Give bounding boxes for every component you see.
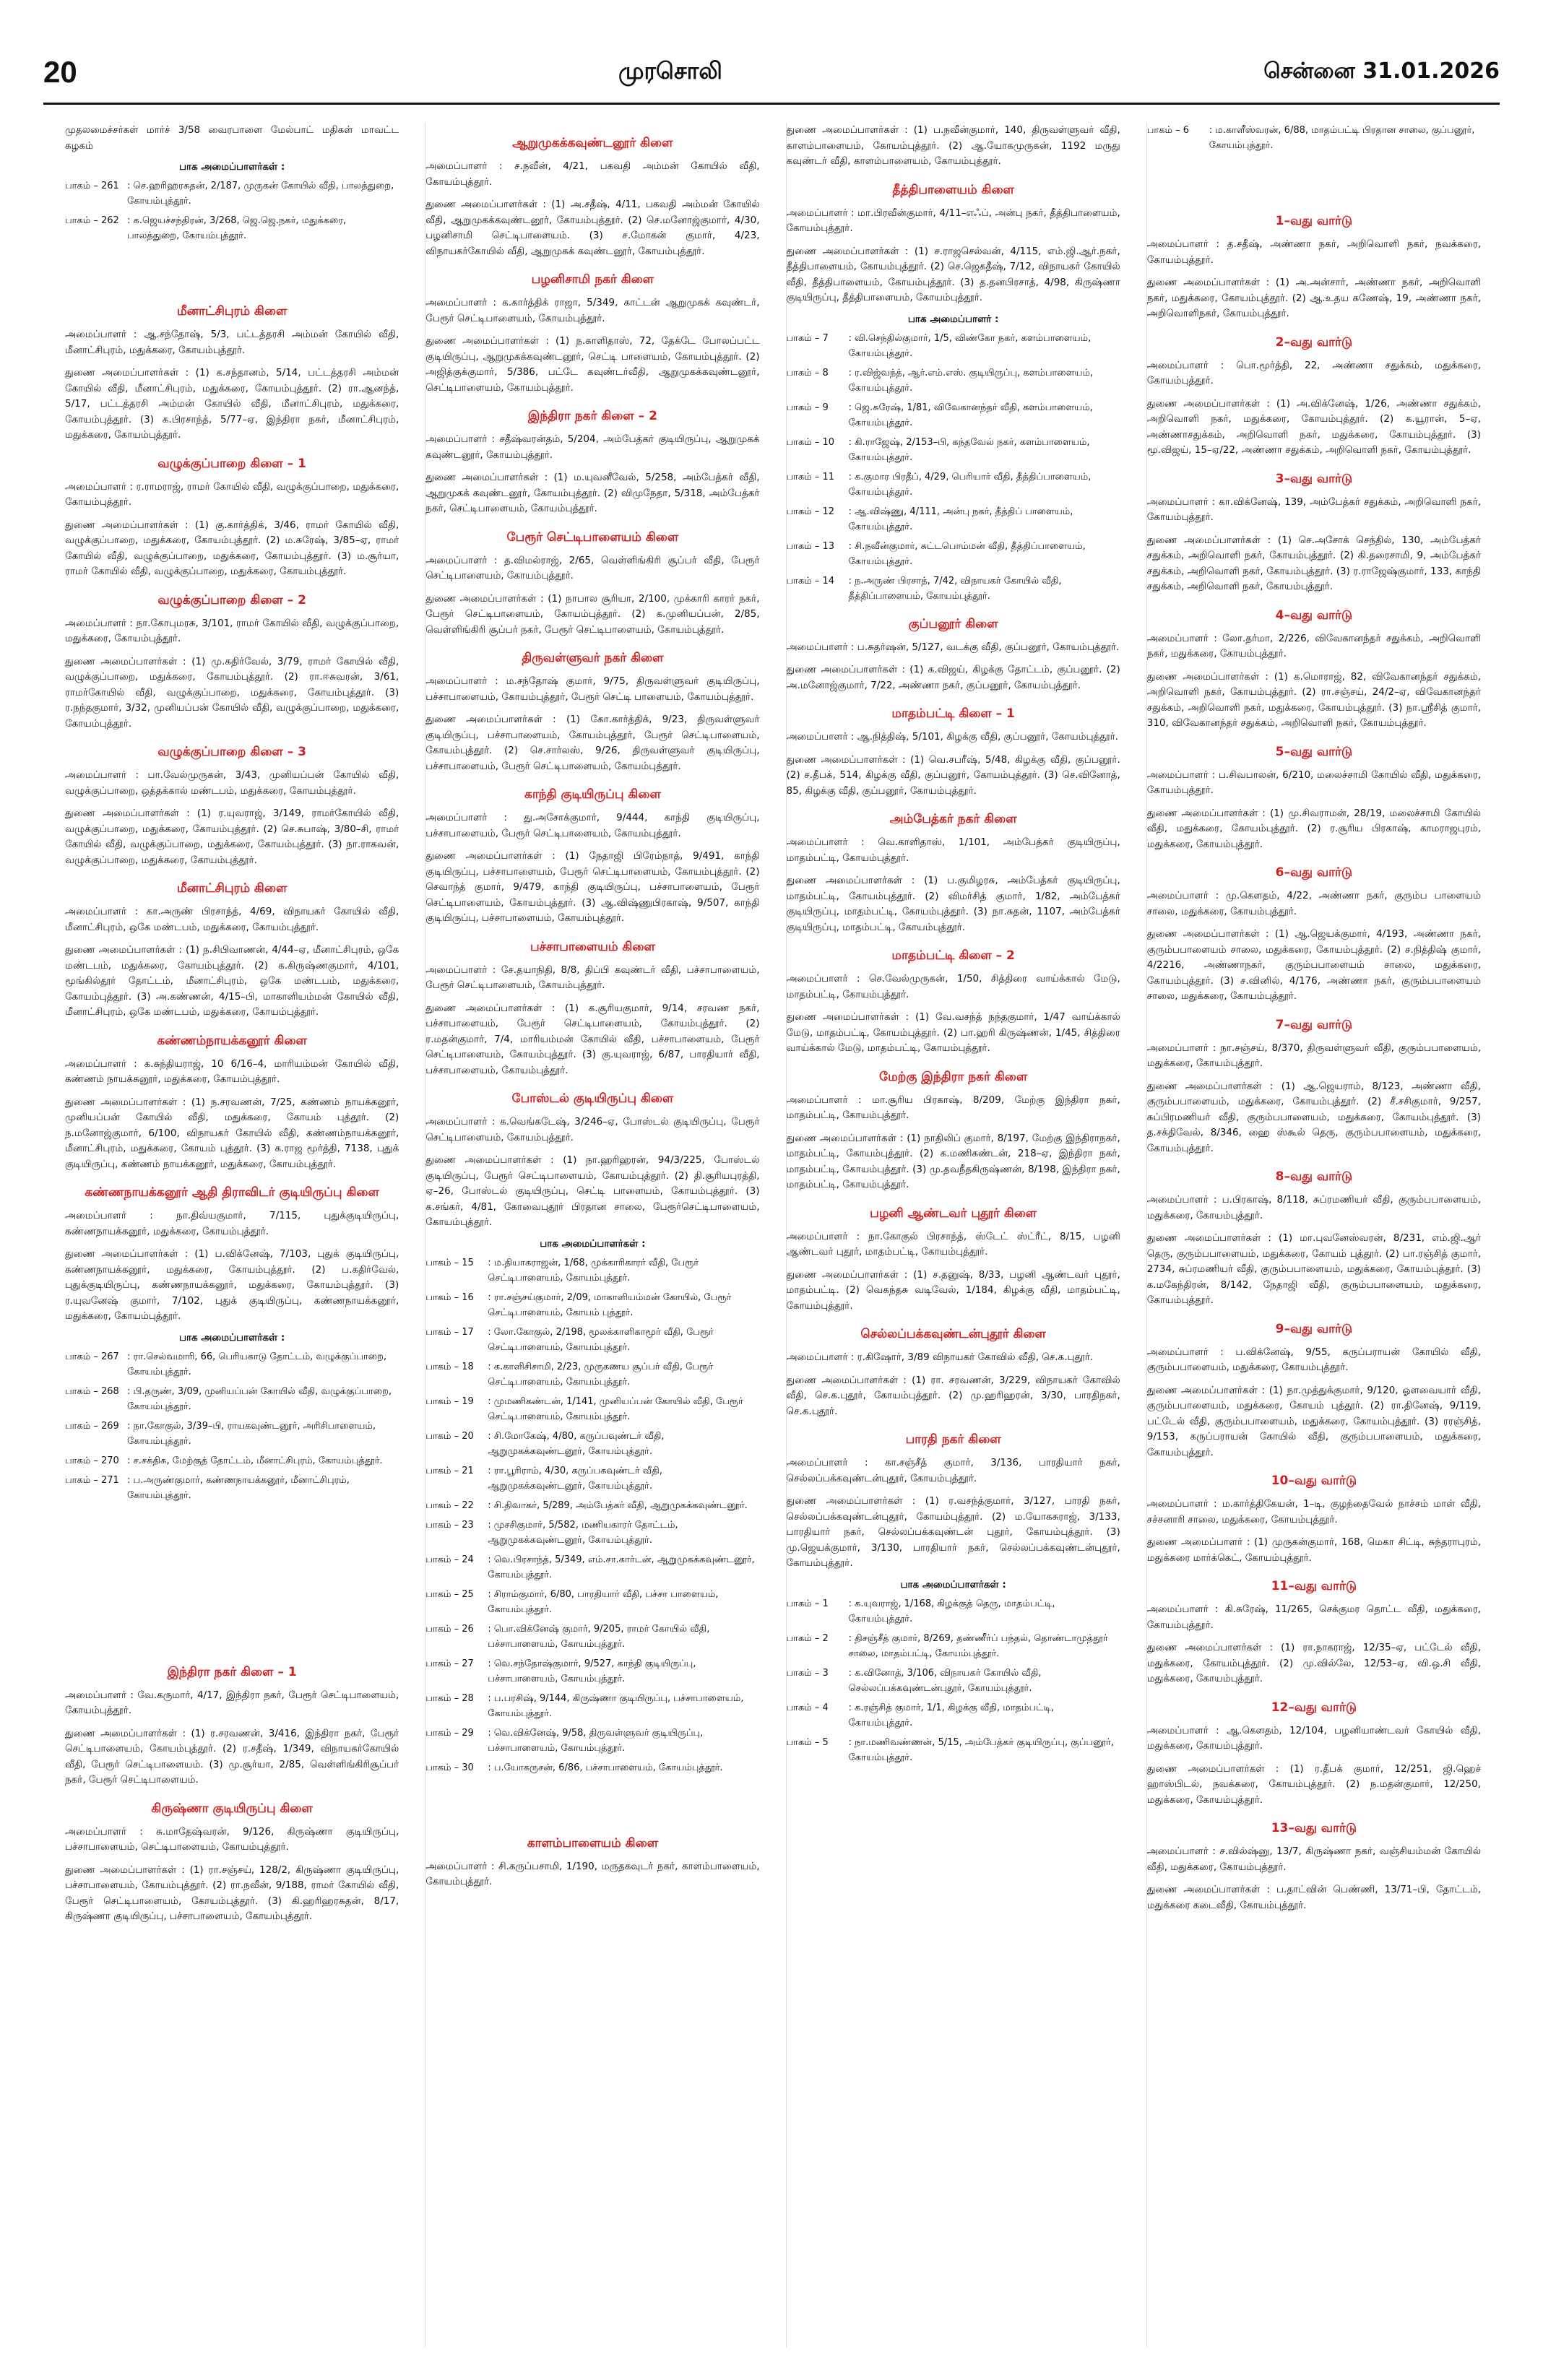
booth-number: பாகம் – 2: [786, 1632, 829, 1644]
booth-number: பாகம் – 25: [425, 1588, 474, 1600]
booth-row: [65, 1453, 399, 1468]
newspaper-name: முரசொலி: [618, 57, 722, 85]
spacer: [65, 248, 399, 291]
booth-row: [425, 1552, 759, 1583]
booth-number: பாகம் – 30: [425, 1762, 474, 1773]
booth-row: [425, 1429, 759, 1459]
section-heading: காந்தி குடியிருப்பு கிளை: [524, 787, 661, 802]
booth-detail: : வெ.சந்தோஷ்குமார், 9/527, காந்தி குடியிருப்பு, பச்சாபாளையம், கோயம்புத்தூர்.: [488, 1658, 696, 1684]
booth-detail: : க.காளிசிசாமி, 2/23, முருகணய சூப்பர் வீதி, பேரூர் செட்டிபாளையம், கோயம்புத்தூர்.: [488, 1361, 713, 1388]
section-heading: பழனிசாமி நகர் கிளை: [531, 272, 654, 287]
ward-heading: 10–வது வார்டு: [1271, 1474, 1357, 1488]
booth-number: பாகம் – 262: [65, 215, 119, 226]
booth-detail: : ஜெ.சுரேஷ், 1/81, விவேகானந்தர் வீதி, களம்பாளையம், கோயம்புத்தூர்.: [848, 402, 1093, 428]
booth-detail: : முசசிகுமார், 5/582, மணியகாரர் தோட்டம், ஆறுமுகக்கவுண்டனூர், கோயம்புத்தூர்.: [488, 1519, 678, 1546]
paragraph: துணை அமைப்பாளர்கள் : (1) ப.குமிழரசு, அம்பேத்கர் குடியிருப்பு, மாதம்பட்டி, கோயம்புத்தூர். (2) விமர்சித் குமார், 1/82, அம்பேத்கர் குடியிருப்பு, மாதம்பட்டி, கோயம்புத்தூர். (3) நா.சுதன், 1107, அம்பேத்கர் குடியிருப்பு, மாதம்பட்டி, கோயம்புத்தூர்.: [786, 875, 1120, 933]
paragraph: துணை அமைப்பாளர்கள் : (1) நாதிலிப் குமார், 8/197, மேற்கு இந்திராநகர், மாதம்பட்டி, கோயம்புத்தூர். (2) க.மணிகண்டன், 218–ஏ, இந்திரா நகர், மாதம்பட்டி, கோயம்புத்தூர். (3) மு.தவநீதகிருஷ்ணன், 8/198, இந்திரா நகர், மாதம்பட்டி, கோயம்புத்தூர்.: [786, 1132, 1120, 1190]
paragraph: அமைப்பாளர் : நா.கோகுல் பிரசாந்த், ஸ்டேட் ஸ்ட்ரீட், 8/15, பழனி ஆண்டவர் புதூர், மாதம்பட்டி, கோயம்புத்தூர்.: [786, 1230, 1120, 1258]
ward-heading: 5–வது வார்டு: [1275, 744, 1353, 759]
paragraph: அமைப்பாளர் : மா.சூரிய பிரகாஷ், 8/209, மேற்கு இந்திரா நகர், மாதம்பட்டி, கோயம்புத்தூர்.: [786, 1094, 1120, 1121]
paragraph: துணை அமைப்பாளர்கள் : (1) ந.காளிதாஸ், 72, தேக்டே போலப்பட்ட குடியிருப்பு, ஆறுமுகக்கவுண்டனூர், செட்டி பாளையம், கோயம்புத்தூர். (2) அஜித்குக்குமார், 5/386, பட்டே கவுண்டர்வீதி, ஆறுமுகக்கவுண்டனூர், செட்டிபாளையம், கோயம்புத்தூர்.: [425, 335, 760, 394]
section-heading: பச்சாபாளையம் கிளை: [530, 939, 655, 954]
booth-number: பாகம் – 23: [425, 1519, 474, 1531]
booth-detail: : ப.பரசிஷ், 9/144, கிருஷ்ணா குடியிருப்பு, பச்சாபாளையம், கோயம்புத்தூர்.: [488, 1692, 744, 1719]
booth-detail: : லோ.கோகுல், 2/198, மூலக்காளிகாமூர் வீதி, பேரூர் செட்டிபாளையம், கோயம்புத்தூர்.: [488, 1326, 714, 1353]
paragraph: அமைப்பாளர் : ஆ.சந்தோஷ், 5/3, பட்டத்தரசி அம்மன் கோயில் வீதி, மீனாட்சிபுரம், மதுக்கரை, கோயம்புத்தூர்.: [65, 329, 399, 356]
paragraph: துணை அமைப்பாளர்கள் : (1) ப.நவீன்குமார், 140, திருவள்ளுவர் வீதி, காளம்பாளையம், கோயம்புத்தூர். (2) ஆ.யோகமுருகன், 1192 மருது கவுண்டர் வீதி, காளம்பாளையம், கோயம்புத்தூர்.: [786, 124, 1120, 167]
section-heading: வழுக்குப்பாறை கிளை – 1: [157, 456, 306, 471]
booth-row: [65, 1349, 399, 1380]
booth-number: பாகம் – 10: [786, 436, 835, 448]
section-heading: மாதம்பட்டி கிளை – 1: [891, 706, 1015, 721]
section-heading: திருவள்ளுவர் நகர் கிளை: [522, 651, 664, 665]
booth-number: பாகம் – 29: [425, 1727, 474, 1739]
booth-number: பாகம் – 3: [786, 1667, 829, 1679]
section-heading: கண்ணநாயக்கனூர் ஆதி திராவிடர் குடியிருப்பு கிளை: [85, 1185, 379, 1200]
paragraph: அமைப்பாளர் : சதீஷ்வரன்தம், 5/204, அம்பேத்கர் குடியிருப்பு, ஆறுமுகக் கவுண்டனூர், கோயம்புத்தூர்.: [425, 433, 760, 461]
booth-detail: : பொ.விக்னேஷ் குமார், 9/205, ராமர் கோயில் வீதி, பச்சாபாளையம், கோயம்புத்தூர்.: [488, 1623, 710, 1650]
section-heading: கண்ணம்நாயக்கனூர் கிளை: [157, 1033, 307, 1048]
paragraph: அமைப்பாளர் : செ.வேல்முருகன், 1/50, சித்திரை வாய்க்கால் மேடு, மாதம்பட்டி, கோயம்புத்தூர்.: [786, 973, 1120, 1000]
booth-row: [1147, 123, 1481, 153]
booth-number: பாகம் – 17: [425, 1326, 474, 1338]
booth-row: [425, 1691, 759, 1721]
paragraph: துணை அமைப்பாளர்கள் : (1) மு.சிவராமன், 28/19, மலைச்சாமி கோயில் வீதி, மதுக்கரை, கோயம்புத்தூர். (2) ர.சூரிய பிரகாஷ், காமராஜபுரம், மதுக்கரை, கோயம்புத்தூர்.: [1146, 807, 1481, 850]
booth-detail: : வி.செந்தில்குமார், 1/5, விண்கோ நகர், களம்பாளையம், கோயம்புத்தூர்.: [848, 332, 1092, 359]
booth-detail: : ர.விஜ்வந்த், ஆர்.எம்.எஸ். குடியிருப்பு, களம்பாளையம், கோயம்புத்தூர்.: [848, 367, 1094, 394]
paragraph: அமைப்பாளர் : ச.வில்ஷ்னு, 13/7, கிருஷ்ணா நகர், வஞ்சியம்மன் கோயில் வீதி, மதுக்கரை, கோயம்புத்தூர்.: [1146, 1845, 1481, 1873]
booth-row: [787, 365, 1120, 396]
paragraph: அமைப்பாளர் : கி.சுரேஷ், 11/265, செக்குமர தொட்ட வீதி, மதுக்கரை, கோயம்புத்தூர்.: [1146, 1604, 1481, 1631]
booth-row: [65, 213, 399, 243]
section-heading: இந்திரா நகர் கிளை – 1: [167, 1664, 297, 1679]
paragraph: துணை அமைப்பாளர்கள் : (1) செ.அசோக் செந்தில், 130, அம்பேத்கர் சதுக்கம், அறிவொளி நகர், கோயம்புத்தூர். (2) கி.தரைசாமி, 9, அம்பேத்கர் சதுக்கம், அறிவொளி நகர், கோயம்புத்தூர். (3) ர.ராஜேஷ்குமார், 133, காந்தி சதுக்கம், அறிவொளி நகர், கோயம்புத்தூர்.: [1146, 534, 1481, 592]
booth-number: பாகம் – 26: [425, 1623, 474, 1635]
booth-row: [65, 1419, 399, 1449]
paragraph: அமைப்பாளர் : ம.சந்தோஷ் குமார், 9/75, திருவள்ளுவர் குடியிருப்பு, பச்சாபாளையம், கோயம்புத்தூர், பேரூர் செட்டி பாளையம், கோயம்புத்தூர்.: [425, 675, 760, 703]
ward-heading: 11–வது வார்டு: [1271, 1579, 1357, 1593]
paragraph: துணை அமைப்பாளர்கள் : (1) கோ.கார்த்திக், 9/23, திருவள்ளுவர் குடியிருப்பு, பச்சாபாளையம், கோயம்புத்தூர், பேரூர் செட்டிபாளையம், கோயம்புத்தூர். (2) செ.சார்லஸ், 9/26, திருவள்ளுவர் குடியிருப்பு, பச்சாபாளையம், பேரூர் செட்டிபாளையம், கோயம்புத்தூர்.: [425, 714, 760, 772]
paragraph: அமைப்பாளர் : கா.சஞ்சீத் குமார், 3/136, பாரதியார் நகர், செல்லப்பக்கவுண்டன்புதூர், கோயம்புத்தூர்.: [786, 1457, 1120, 1484]
booth-row: [425, 1359, 759, 1390]
section-heading: வழுக்குப்பாறை கிளை – 2: [157, 592, 306, 607]
booth-number: பாகம் – 14: [786, 575, 835, 587]
booth-detail: : சி.திவாகர், 5/289, அம்பேத்கர் வீதி, ஆறுமுகக்கவுண்டனூர்.: [488, 1500, 748, 1511]
masthead-rule: [43, 103, 1500, 105]
paragraph: அமைப்பாளர் : கா.அருண் பிரசாந்த், 4/69, விநாயகர் கோயில் வீதி, மீனாட்சிபுரம், ஒகே மண்டபம், மதுக்கரை, கோயம்புத்தூர்.: [65, 906, 399, 933]
ward-heading: 6–வது வார்டு: [1275, 865, 1353, 880]
booth-number: பாகம் – 20: [425, 1430, 474, 1442]
paragraph: துணை அமைப்பாளர்கள் : (1) ரா.நாகராஜ், 12/35–ஏ, பட்டேல் வீதி, மதுக்கரை, கோயம்புத்தூர். (2) மு.வில்லே, 12/53–ஏ, வி.ஒ.சி வீதி, மதுக்கரை, கோயம்புத்தூர்.: [1146, 1642, 1481, 1684]
paragraph: துணை அமைப்பாளர்கள் : (1) ர.தீபக் குமார், 12/251, ஜி.ஹெச் ஹாஸ்பிடல், நவக்கரை, கோயம்புத்தூர். (2) ந.மதன்குமார், 12/250, மதுக்கரை, கோயம்புத்தூர்.: [1146, 1762, 1481, 1806]
booth-detail: : ரா.சஞ்சய்குமார், 2/09, மாகாளியம்மன் கோயில், பேரூர் செட்டிபாளையம், கோயம் புத்தூர்.: [488, 1291, 732, 1318]
booth-row: [65, 1384, 399, 1414]
paragraph: துணை அமைப்பாளர்கள் : (1) நா.முத்துக்குமார், 9/120, ஓளவையார் வீதி, குரும்பபாளையம், மதுக்கரை, கோயம் புத்தூர். (2) ரா.தினேஷ், 9/119, பட்டேல் வீதி, குரும்பபாளையம், மதுக்கரை, கோயம்புத்தூர். (3) ரரஞ்சித், 9/153, கருப்பராயன் கோயில் வீதி, குரும்பபாளையம், மதுக்கரை, கோயம்புத்தூர்.: [1146, 1384, 1481, 1458]
paragraph: அமைப்பாளர் : வெ.காளிதாஸ், 1/101, அம்பேத்கர் குடியிருப்பு, மாதம்பட்டி, கோயம்புத்தூர்.: [786, 836, 1120, 864]
booth-number: பாகம் – 18: [425, 1361, 474, 1372]
paragraph: அமைப்பாளர் : ஆ.கௌதம், 12/104, பழனியாண்டவர் கோயில் வீதி, மதுக்கரை, கோயம்புத்தூர்.: [1146, 1724, 1481, 1752]
booth-number: பாகம் – 9: [786, 402, 829, 413]
paragraph: துணை அமைப்பாளர் : (1) முருகன்குமார், 168, மெகா சிட்டி, சுந்தராபுரம், மதுக்கரை மார்க்கெட், கோயம்புத்தூர்.: [1146, 1536, 1481, 1564]
paragraph: துணை அமைப்பாளர்கள் : (1) அ.அன்சார், அண்ணா நகர், அறிவொளி நகர், மதுக்கரை, கோயம்புத்தூர். (2) ஆ.உதய கணேஷ், 19, அண்ணா நகர், அறிவொளிநகர், கோயம்புத்தூர்.: [1146, 277, 1481, 319]
booth-row: [65, 178, 399, 209]
paragraph: துணை அமைப்பாளர்கள் : (1) ச.ராஜசெல்வன், 4/115, எம்.ஜி.ஆர்.நகர், தீத்திபாளையம், கோயம்புத்தூர். (2) செ.ஜெகதீஷ், 7/12, விநாயகர் கோயில் வீதி, தீத்திபாளையம், கோயம்புத்தூர். (3) த.தனபிரசாத், 4/98, கிருஷ்ணா குடியிருப்பு, தீத்திபாளையம், கோயம்புத்தூர்.: [786, 245, 1120, 303]
paragraph: அமைப்பாளர் : லோ.தர்மா, 2/226, விவேகானந்தர் சதுக்கம், அறிவொளி நகர், மதுக்கரை, கோயம்புத்தூர்.: [1146, 632, 1481, 659]
booth-row: [425, 1255, 759, 1286]
booth-number: பாகம் – 27: [425, 1658, 474, 1669]
booth-detail: : நா.மணிவண்ணன், 5/15, அம்பேத்கர் குடியிருப்பு, குப்பனூர், கோயம்புத்தூர்.: [848, 1736, 1114, 1763]
paragraph: துணை அமைப்பாளர்கள் : (1) ந.சிபிவாணன், 4/44–ஏ, மீனாட்சிபுரம், ஒகே மண்டபம், மதுக்கரை, கோயம்புத்தூர். (2) க.கிருஷ்ணகுமார், 4/101, மூங்கில்தூர் தோட்டம், மீனாட்சிபுரம், ஒகே மண்டபம், மதுக்கரை, கோயம்புத்தூர். (3) அ.கண்ணன், 4/15–பி, மாகாளியம்மன் கோயில் வீதி, மீனாட்சிபுரம், ஒகே மண்டபம், மதுக்கரை, கோயம்புத்தூர்.: [65, 944, 399, 1018]
paragraph: துணை அமைப்பாளர்கள் : (1) ப.விக்னேஷ், 7/103, புதுக் குடியிருப்பு, கண்ணநாயக்கனூர், மதுக்கரை, கோயம்புத்தூர். (2) ப.கதிர்வேல், புதுக்குடியிருப்பு, கண்ணநாயக்கனூர், மதுக்கரை, கோயம்புத்தூர். (3) ர.யுவனேஷ் குமார், 7/102, புதுக் குடியிருப்பு, கண்ணநாயக்கனூர், மதுக்கரை, கோயம்புத்தூர்.: [65, 1248, 399, 1322]
section-heading: போஸ்டல் குடியிருப்பு கிளை: [511, 1091, 674, 1106]
booth-number: பாகம் – 4: [786, 1702, 829, 1713]
booth-detail: : க.குமார பிரதீப், 4/29, பெரியார் வீதி, தீத்திப்பாளையம், கோயம்புத்தூர்.: [848, 471, 1092, 498]
ward-heading: 8–வது வார்டு: [1275, 1169, 1353, 1184]
booth-row: [787, 539, 1120, 569]
booth-row: [425, 1587, 759, 1617]
booth-row: [787, 1700, 1120, 1731]
booth-row: [425, 1518, 759, 1548]
paragraph: அமைப்பாளர் : சே.தயாநிதி, 8/8, திப்பி கவுண்டர் வீதி, பச்சாபாளையம், பேரூர் செட்டிபாளையம், கோயம்புத்தூர்.: [425, 964, 760, 991]
paragraph: துணை அமைப்பாளர்கள் : (1) நாபால சூரியா, 2/100, முக்காரி காரர் நகர், பேரூர் செட்டிபாளையம், கோயம்புத்தூர். (2) க.முனியப்பன், 2/85, வெள்ளிங்கிரி சூப்பர் நகர், பேரூர் செட்டிபாளையம், கோயம்புத்தூர்.: [425, 592, 760, 636]
booth-detail: : ப.யோகருசன், 6/86, பச்சாபாளையம், கோயம்புத்தூர்.: [488, 1762, 723, 1773]
booth-number: பாகம் – 271: [65, 1474, 119, 1486]
booth-row: [65, 1473, 399, 1503]
spacer: [1147, 157, 1481, 201]
paragraph: துணை அமைப்பாளர்கள் : (1) ர.சரவணன், 3/416, இந்திரா நகர், பேரூர் செட்டிபாளையம், கோயம்புத்தூர். (2) ர.சதீஷ், 1/349, விநாயகர்கோயில் வீதி, பேரூர் செட்டிபாளையம். (3) மு.சூர்யா, 2/85, வெள்ளிங்கிரிசூப்பர் நகர், பேரூர் செட்டிபாளையம்.: [65, 1727, 399, 1786]
spacer: [65, 1507, 399, 1652]
masthead: [43, 51, 1500, 94]
paragraph: அமைப்பாளர் : த.விமல்ராஜ், 2/65, வெள்ளிங்கிரி சூப்பர் வீதி, பேரூர் செட்டிபாளையம், கோயம்புத்தூர்.: [425, 554, 760, 581]
booth-number: பாகம் – 19: [425, 1395, 474, 1407]
paragraph: துணை அமைப்பாளர்கள் : (1) க.சந்தானம், 5/14, பட்டத்தரசி அம்மன் கோயில் வீதி, மீனாட்சிபுரம், மதுக்கரை, கோயம்புத்தூர். (2) ரா.ஆனந்த், 5/17, பட்டத்தரசி அம்மன் கோயில் வீதி, மீனாட்சிபுரம், மதுக்கரை, கோயம்புத்தூர். (3) க.பிரசாந்த், 5/77–ஏ, இந்திரா நகர், மீனாட்சிபுரம், மதுக்கரை, கோயம்புத்தூர்.: [65, 367, 399, 441]
section-heading: தீத்திபாளையம் கிளை: [892, 182, 1014, 197]
ward-heading: 9–வது வார்டு: [1275, 1321, 1353, 1336]
paragraph: அமைப்பாளர் : ம.கார்த்திகேயன், 1–டி, குழந்தைவேல் நாச்சம் மாள் வீதி, சச்சனாரி சாலை, மதுக்கரை, கோயம்புத்தூர்.: [1146, 1498, 1481, 1526]
booth-detail: : க.யுவராஜ், 1/168, கிழக்குத் தெரு, மாதம்பட்டி, கோயம்புத்தூர்.: [848, 1598, 1055, 1624]
booth-detail: : ந.அருண் பிரசாத், 7/42, விநாயகர் கோயில் வீதி, தீத்திப்பாளையம், கோயம்புத்தூர்.: [848, 575, 1062, 602]
paragraph: முதலமைச்சர்கள் மார்ச் 3/58 வைரபாளை மேல்பாட் மதிகள் மாவட்ட கழகம்: [65, 124, 399, 152]
paragraph: அமைப்பாளர் : பா.வேல்முருகன், 3/43, முனியப்பன் கோயில் வீதி, வழுக்குப்பாறை, ஒத்தக்கால் மண்டபம், மதுக்கரை, கோயம்புத்தூர்.: [65, 769, 399, 797]
section-heading: மீனாட்சிபுரம் கிளை: [176, 881, 288, 896]
section-heading: பழனி ஆண்டவர் புதூர் கிளை: [870, 1206, 1037, 1221]
paragraph: துணை அமைப்பாளர்கள் : (1) ர.வசந்த்குமார், 3/127, பாரதி நகர், செல்லப்பக்கவுண்டன்புதூர், கோயம்புத்தூர். (2) ம.யோகசுராஜ், 3/133, பாரதியார் நகர், செல்லப்பக்கவுண்டன் புதூர், கோயம்புத்தூர். (3) மு.ஜெயக்குமார், 3/130, பாரதியார் நகர், செல்லப்பக்கவுண்டன்புதூர், கோயம்புத்தூர்.: [786, 1495, 1120, 1569]
sub-heading: பாக அமைப்பாளர்கள் :: [178, 1331, 285, 1343]
column-3: [786, 123, 1120, 2347]
booth-row: [787, 435, 1120, 465]
booth-detail: : முமணிகண்டன், 1/141, முனியப்பன் கோயில் வீதி, பேரூர் செட்டிபாளையம், கோயம்புத்தூர்.: [488, 1395, 743, 1422]
booth-row: [425, 1726, 759, 1756]
booth-number: பாகம் – 15: [425, 1257, 474, 1268]
booth-detail: : ரா.பூரிராம், 4/30, கருப்பகவுண்டர் வீதி, ஆறுமுகக்கவுண்டனூர், கோயம்புத்தூர்.: [488, 1465, 662, 1492]
paragraph: அமைப்பாளர் : நா.திவ்யகுமார், 7/115, புதுக்குடியிருப்பு, கண்ணநாயக்கனூர், மதுக்கரை, கோயம்புத்தூர்.: [65, 1210, 399, 1237]
paragraph: அமைப்பாளர் : க.கார்த்திக் ராஜா, 5/349, காட்டன் ஆறுமுகக் கவுண்டர், பேரூர் செட்டிபாளையம், கோயம்புத்தூர்.: [425, 297, 760, 324]
page-number: 20: [43, 55, 77, 89]
section-heading: அம்பேத்கர் நகர் கிளை: [889, 812, 1017, 826]
section-heading: இந்திரா நகர் கிளை – 2: [527, 409, 657, 423]
booth-detail: : ம.காளீஸ்வரன், 6/88, மாதம்பட்டி பிரதான சாலை, குப்பனூர், கோயம்புத்தூர்.: [1209, 125, 1475, 151]
booth-detail: : க.வினோத், 3/106, விநாயகர் கோயில் வீதி, செல்லப்பக்கவுண்டன்புதூர், கோயம்புத்தூர்.: [848, 1667, 1042, 1694]
paragraph: துணை அமைப்பாளர்கள் : (1) ம.யுவனீவேல், 5/258, அம்பேத்கர் வீதி, ஆறுமுகக் கவுண்டனூர், கோயம்புத்தூர். (2) விமுநேதா, 5/318, அம்பேத்கர் நகர், செட்டிபாளையம், கோயம்புத்தூர்.: [425, 472, 760, 514]
article-columns: [65, 123, 1481, 2347]
booth-row: [425, 1760, 759, 1775]
paragraph: துணை அமைப்பாளர்கள் : (1) ர.யுவராஜ், 3/149, ராமர்கோயில் வீதி, வழுக்குப்பாறை, மதுக்கரை, கோயம்புத்தூர். (2) செ.சுபாஷ், 3/80–சி, ராமர் கோயில் வீதி, வழுக்குப்பாறை, மதுக்கரை, கோயம்புத்தூர். (3) நா.ராகவன், வழுக்குப்பாறை, மதுக்கரை, கோயம்புத்தூர்.: [65, 808, 399, 866]
paragraph: அமைப்பாளர் : கா.விக்னேஷ், 139, அம்பேத்கர் சதுக்கம், அறிவொளி நகர், கோயம்புத்தூர்.: [1146, 496, 1481, 523]
booth-detail: : ச.சக்திசு, மேற்குத் தோட்டம், மீனாட்சிபுரம், கோயம்புத்தூர்.: [127, 1455, 383, 1466]
booth-detail: : வெ.பிரசாந்த், 5/349, எம்.சா.கார்டன், ஆறுமுகக்கவுண்டனூர், கோயம்புத்தூர்.: [488, 1554, 755, 1580]
paragraph: துணை அமைப்பாளர்கள் : (1) அ.சதீஷ், 4/11, பகவதி அம்மன் கோயில் வீதி, ஆறுமுகக்கவுண்டனூர், கோயம்புத்தூர். (2) செ.மனோஜ்குமார், 4/30, பழனிசாமி செட்டிபாளையம். (3) ச.மோகன் குமார், 4/23, விநாயகர்கோயில் வீதி, ஆறுமுகக் கவுண்டனூர், கோயம்புத்தூர்.: [425, 199, 760, 257]
column-4: [1146, 123, 1481, 2347]
booth-row: [425, 1656, 759, 1687]
paragraph: துணை அமைப்பாளர்கள் : (1) மு.கதிர்வேல், 3/79, ராமர் கோயில் வீதி, வழுக்குப்பாறை, மதுக்கரை, கோயம்புத்தூர். (2) ரா.ஈசுவரன், 3/61, ராமர்கோயில் வீதி, வழுக்குப்பாறை, மதுக்கரை, கோயம்புத்தூர். (3) ர.நந்தகுமார், 3/32, முனியப்பன் கோயில் வீதி, வழுக்குப்பாறை, மதுக்கரை, கோயம்புத்தூர்.: [65, 655, 399, 730]
dateline: சென்னை 31.01.2026: [1263, 58, 1500, 84]
booth-row: [787, 331, 1120, 361]
booth-detail: : கி.ராஜேஷ், 2/153–பி, கந்தவேல் நகர், களம்பாளையம், கோயம்புத்தூர்.: [848, 436, 1090, 463]
booth-number: பாகம் – 12: [786, 506, 835, 517]
paragraph: துணை அமைப்பாளர்கள் : (1) ரா. சரவணன், 3/229, விநாயகர் கோவில் வீதி, செ.க.புதூர், கோயம்புத்தூர். (2) மு.ஹரிஹரன், 3/30, பாரதிநகர், செ.க.புதூர்.: [786, 1374, 1120, 1417]
paragraph: துணை அமைப்பாளர்கள் : (1) ச.தனுஷ், 8/33, பழனி ஆண்டவர் புதூர், மாதம்பட்டி. (2) வெகந்தசு வடிவேல், 1/184, கிழக்கு வீதி, மாதம்பட்டி, கோயம்புத்தூர்.: [786, 1268, 1120, 1312]
booth-detail: : சிராம்குமார், 6/80, பாரதியார் வீதி, பச்சா பாளையம், கோயம்புத்தூர்.: [488, 1588, 719, 1615]
paragraph: அமைப்பாளர் : பொ.மூர்த்தி, 22, அண்ணா சதுக்கம், மதுக்கரை, கோயம்புத்தூர்.: [1146, 359, 1481, 386]
booth-row: [425, 1498, 759, 1513]
booth-detail: : ஆ.விஷ்ணு, 4/111, அன்பு நகர், தீத்திப் பாளையம், கோயம்புத்தூர்.: [848, 506, 1073, 532]
section-heading: மீனாட்சிபுரம் கிளை: [176, 304, 288, 319]
paragraph: துணை அமைப்பாளர்கள் : (1) ரா.சஞ்சய், 128/2, கிருஷ்ணா குடியிருப்பு, பச்சாபாளையம், கோயம்புத்தூர். (2) ரா.நவீன், 9/188, ராமர் கோயில் வீதி, பேரூர் செட்டிபாளையம், கோயம்புத்தூர். (3) கி.ஹரிஹரசுதன், 8/17, கிருஷ்ணா குடியிருப்பு, பச்சாபாளையம், கோயம்புத்தூர்.: [65, 1864, 399, 1922]
paragraph: அமைப்பாளர் : நா.சஞ்சய், 8/370, திருவள்ளுவர் வீதி, குரும்பபாளையம், மதுக்கரை, கோயம்புத்தூர்.: [1146, 1042, 1481, 1069]
booth-detail: : சி.மோகேஷ், 4/80, கருப்பவுண்டர் வீதி, ஆறுமுகக்கவுண்டனூர், கோயம்புத்தூர்.: [488, 1430, 665, 1457]
ward-heading: 2–வது வார்டு: [1275, 334, 1353, 350]
paragraph: அமைப்பாளர் : ர.ராமராஜ், ராமர் கோயில் வீதி, வழுக்குப்பாறை, மதுக்கரை, கோயம்புத்தூர்.: [65, 480, 399, 508]
ward-heading: 12–வது வார்டு: [1271, 1700, 1357, 1715]
paragraph: துணை அமைப்பாளர்கள் : (1) ஆ.ஜெயக்குமார், 4/193, அண்ணா நகர், குரும்பபாளையம் சாலை, மதுக்கரை, கோயம்புத்தூர். (2) ச.நித்திஷ் குமார், 4/2216, அண்ணாநகர், குரும்பபாளையம் சாலை, மதுக்கரை, கோயம்புத்தூர். (3) ச.வினில், 4/176, அண்ணா நகர், குரும்பபாளையம் சாலை, மதுக்கரை, கோயம்புத்தூர்.: [1146, 928, 1481, 1002]
paragraph: அமைப்பாளர் : ப.சிவபாலன், 6/210, மலைச்சாமி கோயில் வீதி, மதுக்கரை, கோயம்புத்தூர்.: [1146, 769, 1481, 796]
booth-number: பாகம் – 6: [1146, 125, 1190, 136]
ward-heading: 13–வது வார்டு: [1271, 1821, 1357, 1835]
paragraph: அமைப்பாளர் : மு.கௌதம், 4/22, அண்ணா நகர், குரும்ப பாளையம் சாலை, மதுக்கரை, கோயம்புத்தூர்.: [1146, 890, 1481, 917]
booth-number: பாகம் – 28: [425, 1692, 474, 1704]
paragraph: துணை அமைப்பாளர்கள் : (1) நா.ஹரிஹரன், 94/3/225, போஸ்டல் குடியிருப்பு, பேரூர் செட்டிபாளையம், கோயம்புத்தூர். (2) தி.சூரியபுரத்தி, ஏ–26, போஸ்டல் குடியிருப்பு, செட்டி பாளையம், கோயம்புத்தூர். (3) க.சங்கர், 4/81, கோவைபுதூர் பிரதான சாலை, பேரூர்செட்டிபாளையம், கோயம்புத்தூர்.: [425, 1154, 760, 1228]
booth-detail: : பி.தருண், 3/09, முனியப்பன் கோயில் வீதி, வழுக்குப்பாறை, கோயம்புத்தூர்.: [127, 1385, 392, 1412]
section-heading: வழுக்குப்பாறை கிளை – 3: [157, 745, 306, 759]
paragraph: அமைப்பாளர் : க.வெங்கடேஷ், 3/246–ஏ, போஸ்டல் குடியிருப்பு, பேரூர் செட்டிபாளையம், கோயம்புத்தூர்.: [425, 1116, 760, 1143]
booth-number: பாகம் – 8: [786, 367, 829, 378]
booth-row: [425, 1290, 759, 1320]
booth-number: பாகம் – 16: [425, 1291, 474, 1303]
paragraph: அமைப்பாளர் : ப.விக்னேஷ், 9/55, கருப்பராயன் கோயில் வீதி, குரும்பபாளையம், மதுக்கரை, கோயம்புத்தூர்.: [1146, 1346, 1481, 1373]
booth-detail: : ரா.செல்வமாரி, 66, பெரியகாடு தோட்டம், வழுக்குப்பாறை, கோயம்புத்தூர்.: [127, 1351, 386, 1377]
booth-row: [787, 469, 1120, 500]
booth-number: பாகம் – 269: [65, 1420, 119, 1432]
booth-number: பாகம் – 21: [425, 1465, 474, 1476]
booth-number: பாகம் – 1: [786, 1598, 829, 1609]
section-heading: மேற்கு இந்திரா நகர் கிளை: [879, 1069, 1028, 1084]
ward-heading: 1–வது வார்டு: [1275, 214, 1353, 228]
paragraph: அமைப்பாளர் : ச.நவீன், 4/21, பகவதி அம்மன் கோயில் வீதி, கோயம்புத்தூர்.: [425, 160, 760, 188]
paragraph: துணை அமைப்பாளர்கள் : (1) கு.கார்த்திக், 3/46, ராமர் கோயில் வீதி, வழுக்குப்பாறை, மதுக்கரை, கோயம்புத்தூர். (2) ம.சுரேஷ், 3/85–ஏ, ராமர் கோயில் வீதி, வழுக்குப்பாறை, மதுக்கரை, கோயம்புத்தூர். (3) ம.சூர்யா, ராமர் கோயில் வீதி, வழுக்குப்பாறை, மதுக்கரை, கோயம்புத்தூர்.: [65, 519, 399, 577]
paragraph: துணை அமைப்பாளர்கள் : (1) அ.விக்னேஷ், 1/26, அண்ணா சதுக்கம், அறிவொளி நகர், மதுக்கரை, கோயம்புத்தூர். (2) க.யூரான், 5–ஏ, அண்ணாசதுக்கம், அறிவொளி நகர், மதுக்கரை, கோயம்புத்தூர். (3) மூ.விஜய், 15–ஏ/22, அண்ணா சதுக்கம், அறிவொளி நகர், கோயம்புத்தூர்.: [1146, 397, 1481, 456]
paragraph: அமைப்பாளர் : ப.பிரகாஷ், 8/118, சுப்ரமணியர் வீதி, குரும்பபாளையம், மதுக்கரை, கோயம்புத்தூர்.: [1146, 1194, 1481, 1221]
column-1: [65, 123, 399, 2347]
booth-detail: : ப.அருண்குமார், கண்ணநாயக்கனூர், மீனாட்சிபுரம், கோயம்புத்தூர்.: [127, 1474, 350, 1501]
paragraph: அமைப்பாளர் : ப.சுதர்ஷன், 5/127, வடக்கு வீதி, குப்பனூர், கோயம்புத்தூர்.: [786, 641, 1120, 653]
paragraph: அமைப்பாளர் : மா.பிரவீன்குமார், 4/11–எஃப், அன்பு நகர், தீத்திபாளையம், கோயம்புத்தூர்.: [786, 207, 1120, 234]
booth-detail: : சி.நவீன்குமார், சுட்டபொம்மன் வீதி, தீத்திப்பாளையம், கோயம்புத்தூர்.: [848, 540, 1086, 567]
section-heading: குப்பனூர் கிளை: [908, 616, 998, 631]
booth-row: [787, 504, 1120, 535]
paragraph: துணை அமைப்பாளர்கள் : (1) ஆ.ஜெயராம், 8/123, அண்ணா வீதி, குரும்பபாளையம், மதுக்கரை, கோயம்புத்தூர். (2) சீ.சசிகுமார், 9/257, சுப்பிரமணியர் வீதி, குரும்பபாளையம், மதுக்கரை, கோயம்புத்தூர். (3) த.சக்திவேல், 8/346, ஹை ஸ்கூல் தெரு, குரும்பபாளையம், மதுக்கரை, கோயம்புத்தூர்.: [1146, 1080, 1481, 1154]
paragraph: துணை அமைப்பாளர்கள் : (1) க.மொராஜ், 82, விவேகானந்தர் சதுக்கம், அறிவொளி நகர், கோயம்புத்தூர். (2) ரா.சஞ்சய், 24/2–ஏ, விவேகானந்தர் சதுக்கம், அறிவொளி நகர், மதுக்கரை, கோயம்புத்தூர். (3) நா.ஸ்ரீசித் குமார், 310, விவேகானந்தர் சதுக்கம், அறிவொளி நகர், கோயம்புத்தூர்.: [1146, 670, 1481, 729]
booth-row: [787, 574, 1120, 604]
column-2: [425, 123, 759, 2347]
sub-heading: பாக அமைப்பாளர்கள் :: [540, 1237, 646, 1250]
paragraph: துணை அமைப்பாளர்கள் : (1) மா.புவனேஸ்வரன், 8/231, எம்.ஜி.ஆர் தெரு, குரும்பபாளையம், மதுக்கரை, கோயம் புத்தூர். (2) பா.ரஞ்சித் குமார், 2734, சுப்ரமணியர் வீதி, குரும்பபாளையம், மதுக்கரை, கோயம்புத்தூர். (3) க.மகேந்திரன், 8/142, நேதாஜி வீதி, குரும்பபாளையம், மதுக்கரை, கோயம்புத்தூர்.: [1146, 1232, 1481, 1306]
booth-number: பாகம் – 267: [65, 1351, 119, 1362]
booth-row: [425, 1463, 759, 1494]
ward-heading: 7–வது வார்டு: [1275, 1017, 1353, 1032]
paragraph: அமைப்பாளர் : வே.கருமார், 4/17, இந்திரா நகர், பேரூர் செட்டிபாளையம், கோயம்புத்தூர்.: [65, 1689, 399, 1716]
sub-heading: பாக அமைப்பாளர்கள் :: [900, 1578, 1006, 1591]
booth-row: [787, 1666, 1120, 1696]
booth-row: [787, 1631, 1120, 1661]
paragraph: அமைப்பாளர் : சி.கருப்பசாமி, 1/190, மருதகவுடர் நகர், காளம்பாளையம், கோயம்புத்தூர்.: [425, 1860, 760, 1887]
booth-detail: : க.ஜெயச்சந்திரன், 3/268, ஜெ.ஜெ.நகர், மதுக்கரை, பாலத்துறை, கோயம்புத்தூர்.: [127, 215, 347, 241]
booth-number: பாகம் – 7: [786, 332, 829, 344]
booth-number: பாகம் – 5: [786, 1736, 829, 1748]
ward-heading: 4–வது வார்டு: [1275, 607, 1353, 623]
section-heading: ஆறுமுகக்கவுண்டனூர் கிளை: [512, 136, 673, 150]
booth-detail: : வெ.விக்னேஷ், 9/58, திருவள்ளுவர் குடியிருப்பு, பச்சாபாளையம், கோயம்புத்தூர்.: [488, 1727, 704, 1754]
booth-detail: : செ.ஹரிஹரசுதன், 2/187, முருகன் கோயில் வீதி, பாலத்துறை, கோயம்புத்தூர்.: [127, 181, 394, 207]
booth-detail: : க.ரஞ்சித் குமார், 1/1, கிழக்கு வீதி, மாதம்பட்டி, கோயம்புத்தூர்.: [848, 1702, 1054, 1728]
paragraph: அமைப்பாளர் : சு.மாதேஷ்வரன், 9/126, கிருஷ்ணா குடியிருப்பு, பச்சாபாளையம், செட்டிபாளையம், கோயம்புத்தூர்.: [65, 1825, 399, 1853]
booth-row: [425, 1325, 759, 1355]
booth-number: பாகம் – 268: [65, 1385, 119, 1397]
section-heading: செல்லப்பக்கவுண்டன்புதூர் கிளை: [860, 1327, 1046, 1341]
booth-row: [787, 400, 1120, 430]
spacer: [425, 1780, 759, 1823]
paragraph: அமைப்பாளர் : து.அசோக்குமார், 9/444, காந்தி குடியிருப்பு, பச்சாபாளையம், பேரூர் செட்டிபாளையம், கோயம்புத்தூர்.: [425, 812, 760, 839]
paragraph: அமைப்பாளர் : த.சதீஷ், அண்ணா நகர், அறிவொளி நகர், நவக்கரை, கோயம்புத்தூர்.: [1146, 238, 1481, 266]
booth-detail: : திசஞ்சீத் குமார், 8/269, தண்ணீர்ப் பந்தல், தொண்டாமுத்தூர் சாலை, மாதம்பட்டி, கோயம்புத்தூர்.: [848, 1632, 1108, 1659]
paragraph: துணை அமைப்பாளர்கள் : (1) க.விஜய், கிழக்கு தோட்டம், குப்பனூர். (2) அ.மனோஜ்குமார், 7/22, அண்ணா நகர், குப்பனூர், கோயம்புத்தூர்.: [786, 664, 1120, 691]
booth-row: [425, 1622, 759, 1652]
booth-number: பாகம் – 11: [786, 471, 835, 483]
paragraph: துணை அமைப்பாளர்கள் : ப.தாட்வின் பெண்ணி, 13/71–பி, தோட்டம், மதுக்கரை கடைவீதி, கோயம்புத்தூர்.: [1146, 1884, 1481, 1911]
sub-heading: பாக அமைப்பாளர்கள் :: [178, 161, 285, 173]
paragraph: அமைப்பாளர் : ஆ.நித்திஷ், 5/101, கிழக்கு வீதி, குப்பனூர், கோயம்புத்தூர்.: [786, 731, 1118, 743]
booth-number: பாகம் – 270: [65, 1455, 119, 1466]
paragraph: அமைப்பாளர் : ர.கிஷோர், 3/89 விநாயகர் கோவில் வீதி, செ.க.புதூர்.: [786, 1351, 1094, 1363]
sub-heading: பாக அமைப்பாளர் :: [907, 313, 999, 325]
booth-number: பாகம் – 261: [65, 181, 119, 191]
paragraph: அமைப்பாளர் : நா.கோபுமரசு, 3/101, ராமர் கோயில் வீதி, வழுக்குப்பாறை, மதுக்கரை, கோயம்புத்தூர்.: [65, 617, 399, 644]
booth-detail: : ம.தியாகராஜன், 1/68, முக்காரிகாரர் வீதி, பேரூர் செட்டிபாளையம், கோயம்புத்தூர்.: [488, 1257, 699, 1284]
booth-row: [425, 1394, 759, 1424]
paragraph: துணை அமைப்பாளர்கள் : (1) க.சூரியகுமார், 9/14, சரவண நகர், பச்சாபாளையம், பேரூர் செட்டிபாளையம், கோயம்புத்தூர். (2) ர.மதன்குமார், 7/4, மாரியம்மன் கோயில் வீதி, பச்சாபாளையம், பேரூர் செட்டிபாளையம், கோயம்புத்தூர். (3) கு.யுவராஜ், 6/87, பாரதியார் வீதி, பச்சாபாளையம், கோயம்புத்தூர்.: [425, 1002, 760, 1076]
paragraph: துணை அமைப்பாளர்கள் : (1) வெ.சபரீஷ், 5/48, கிழக்கு வீதி, குப்பனூர். (2) ச.தீபக், 514, கிழக்கு வீதி, குப்பனூர், கோயம்புத்தூர். (3) செ.வினோத், 85, கிழக்கு வீதி, குப்பனூர், கோயம்புத்தூர்.: [786, 753, 1120, 797]
paragraph: அமைப்பாளர் : க.சுந்தியராஜ், 10 6/16–4, மாரியம்மன் கோயில் வீதி, கண்ணம் நாயக்கனூர், மதுக்கரை, கோயம்புத்தூர்.: [65, 1057, 399, 1085]
booth-number: பாகம் – 13: [786, 540, 835, 552]
booth-row: [787, 1735, 1120, 1765]
section-heading: மாதம்பட்டி கிளை – 2: [891, 948, 1015, 963]
section-heading: பேரூர் செட்டிபாளையம் கிளை: [506, 529, 679, 545]
booth-row: [787, 1596, 1120, 1627]
booth-detail: : நா.கோகுல், 3/39–பி, ராயகவுண்டனூர், அரிசிபாளையம், கோயம்புத்தூர்.: [127, 1420, 376, 1447]
booth-number: பாகம் – 24: [425, 1554, 474, 1565]
paragraph: துணை அமைப்பாளர்கள் : (1) நேதாஜி பிரேம்நாத், 9/491, காந்தி குடியிருப்பு, பச்சாபாளையம், பேரூர் செட்டிபாளையம், கோயம்புத்தூர். (2) செவாந்த் குமார், 9/479, காந்தி குடியிருப்பு, பச்சாபாளையம், பேரூர் செட்டிபாளையம், கோயம்புத்தூர். (3) ஆ.விஷ்ணுபிரகாஷ், 9/507, காந்தி குடியிருப்பு, பச்சாபாளையம், கோயம்புத்தூர்.: [425, 850, 760, 924]
ward-heading: 3–வது வார்டு: [1275, 471, 1353, 486]
section-heading: பாரதி நகர் கிளை: [905, 1432, 1001, 1447]
paragraph: துணை அமைப்பாளர்கள் : (1) வே.வசந்த் நந்தகுமார், 1/47 வாய்க்கால் மேடு, மாதம்பட்டி, கோயம்புத்தூர். (2) பா.ஹரி கிருஷ்ணன், 1/45, சித்திரை வாய்க்கால் மேடு, மாதம்பட்டி, கோயம்புத்தூர்.: [786, 1011, 1120, 1054]
paragraph: துணை அமைப்பாளர்கள் : (1) ந.சரவணன், 7/25, கண்ணம் நாயக்கனூர், முனியப்பன் கோயில் வீதி, மதுக்கரை, கோயம் புத்தூர். (2) ந.மனோஜ்குமார், 6/100, விநாயகர் கோயில் வீதி, கண்ணம்நாயக்கனூர், மீனாட்சிபுரம், மதுக்கரை, கோயம் புத்தூர். (3) க.ராஜ மூர்த்தி, 7138, புதுக் குடியிருப்பு, கண்ணம் நாயக்கனூர், மதுக்கரை, கோயம்புத்தூர்.: [65, 1096, 399, 1170]
section-heading: காளம்பாளையம் கிளை: [527, 1835, 658, 1851]
section-heading: கிருஷ்ணா குடியிருப்பு கிளை: [151, 1801, 313, 1816]
booth-number: பாகம் – 22: [425, 1500, 474, 1511]
